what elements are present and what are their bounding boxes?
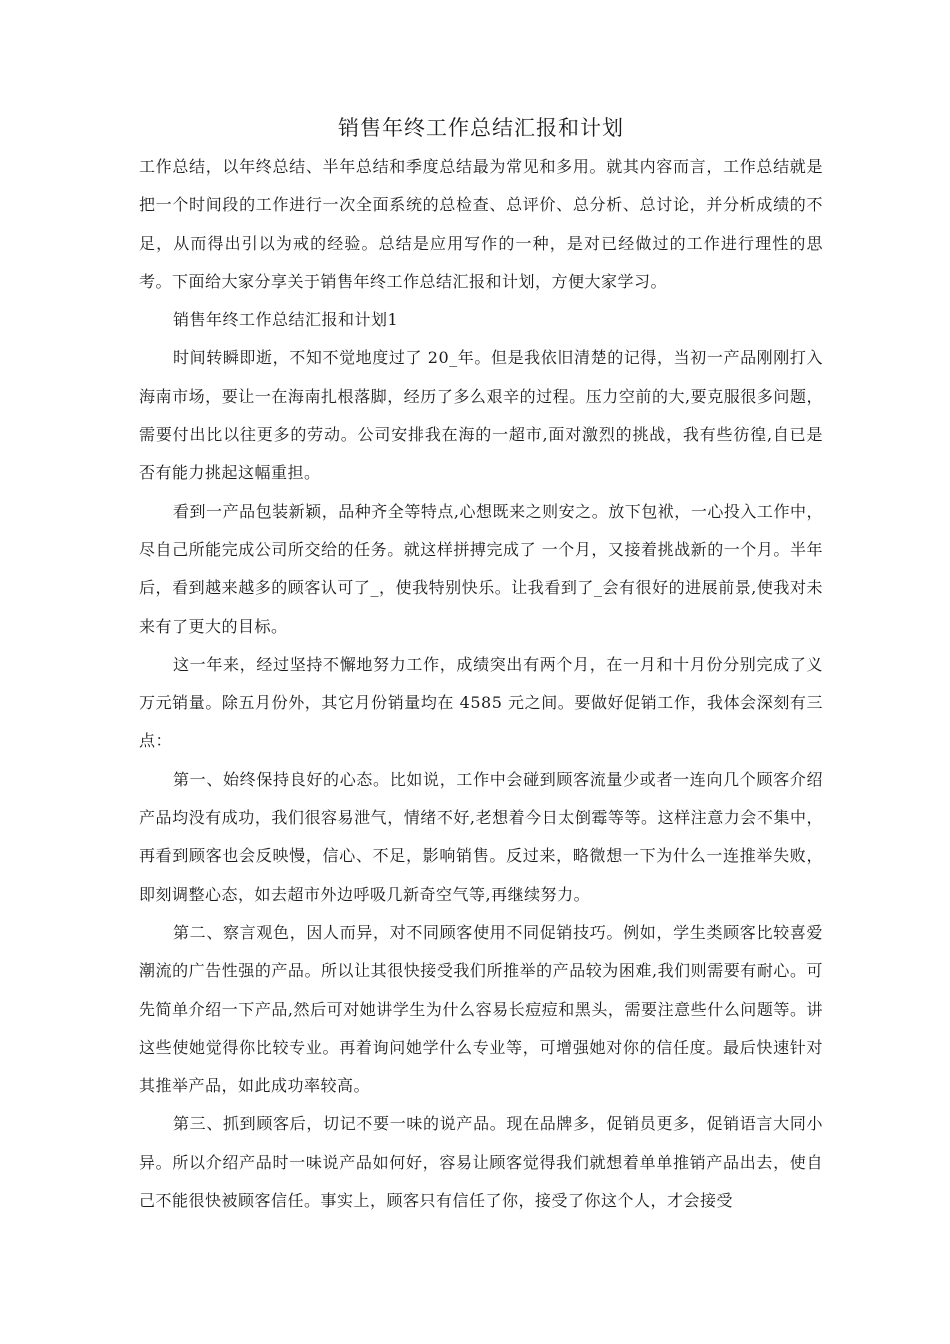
- body-paragraph: 这一年来，经过坚持不懈地努力工作，成绩突出有两个月，在一月和十月份分别完成了义万元销量。除五月份外，其它月份销量均在 4585 元之间。要做好促销工作，我体会深刻有三点：: [139, 654, 823, 751]
- document-title: 销售年终工作总结汇报和计划: [338, 116, 624, 140]
- body-paragraph: 第一、始终保持良好的心态。比如说，工作中会碰到顾客流量少或者一连向几个顾客介绍产品均没有成功，我们很容易泄气，情绪不好,老想着今日太倒霉等等。这样注意力会不集中，再看到顾客也会反映慢，信心、不足，影响销售。反过来，略微想一下为什么一连推举失败，即刻调整心态，如去超市外边呼吸几新奇空气等,再继续努力。: [139, 769, 823, 904]
- intro-paragraph: 工作总结，以年终总结、半年总结和季度总结最为常见和多用。就其内容而言，工作总结就是把一个时间段的工作进行一次全面系统的总检查、总评价、总分析、总讨论，并分析成绩的不足，从而得出引以为戒的经验。总结是应用写作的一种，是对已经做过的工作进行理性的思考。下面给大家分享关于销售年终工作总结汇报和计划，方便大家学习。: [139, 157, 823, 291]
- body-paragraph: 看到一产品包装新颖，品种齐全等特点,心想既来之则安之。放下包袱，一心投入工作中，尽自己所能完成公司所交给的任务。就这样拼搏完成了 一个月，又接着挑战新的一个月。半年后，看到越来越多的顾客认可了_，使我特别快乐。让我看到了_会有很好的进展前景,使我对未来有了更大的目标。: [139, 501, 823, 636]
- body-paragraph: 时间转瞬即逝，不知不觉地度过了 20_年。但是我依旧清楚的记得，当初一产品刚刚打入海南市场，要让一在海南扎根落脚，经历了多么艰辛的过程。压力空前的大,要克服很多问题，需要付出比以往更多的劳动。公司安排我在海的一超市,面对激烈的挑战，我有些彷徨,自已是否有能力挑起这幅重担。: [139, 348, 823, 483]
- body-paragraph: 第二、察言观色，因人而异，对不同顾客使用不同促销技巧。例如，学生类顾客比较喜爱潮流的广告性强的产品。所以让其很快接受我们所推举的产品较为困难,我们则需要有耐心。可先简单介绍一下产品,然后可对她讲学生为什么容易长痘痘和黑头，需要注意些什么问题等。讲这些使她觉得你比较专业。再着询问她学什么专业等，可增强她对你的信任度。最后快速针对其推举产品，如此成功率较高。: [139, 922, 823, 1096]
- body-paragraph: 第三、抓到顾客后，切记不要一味的说产品。现在品牌多，促销员更多，促销语言大同小异。所以介绍产品时一味说产品如何好，容易让顾客觉得我们就想着单单推销产品出去，使自己不能很快被顾客信任。事实上，顾客只有信任了你，接受了你这个人，才会接受: [139, 1114, 823, 1211]
- section-title: 销售年终工作总结汇报和计划1: [173, 310, 399, 330]
- document-page: [139, 108, 823, 1220]
